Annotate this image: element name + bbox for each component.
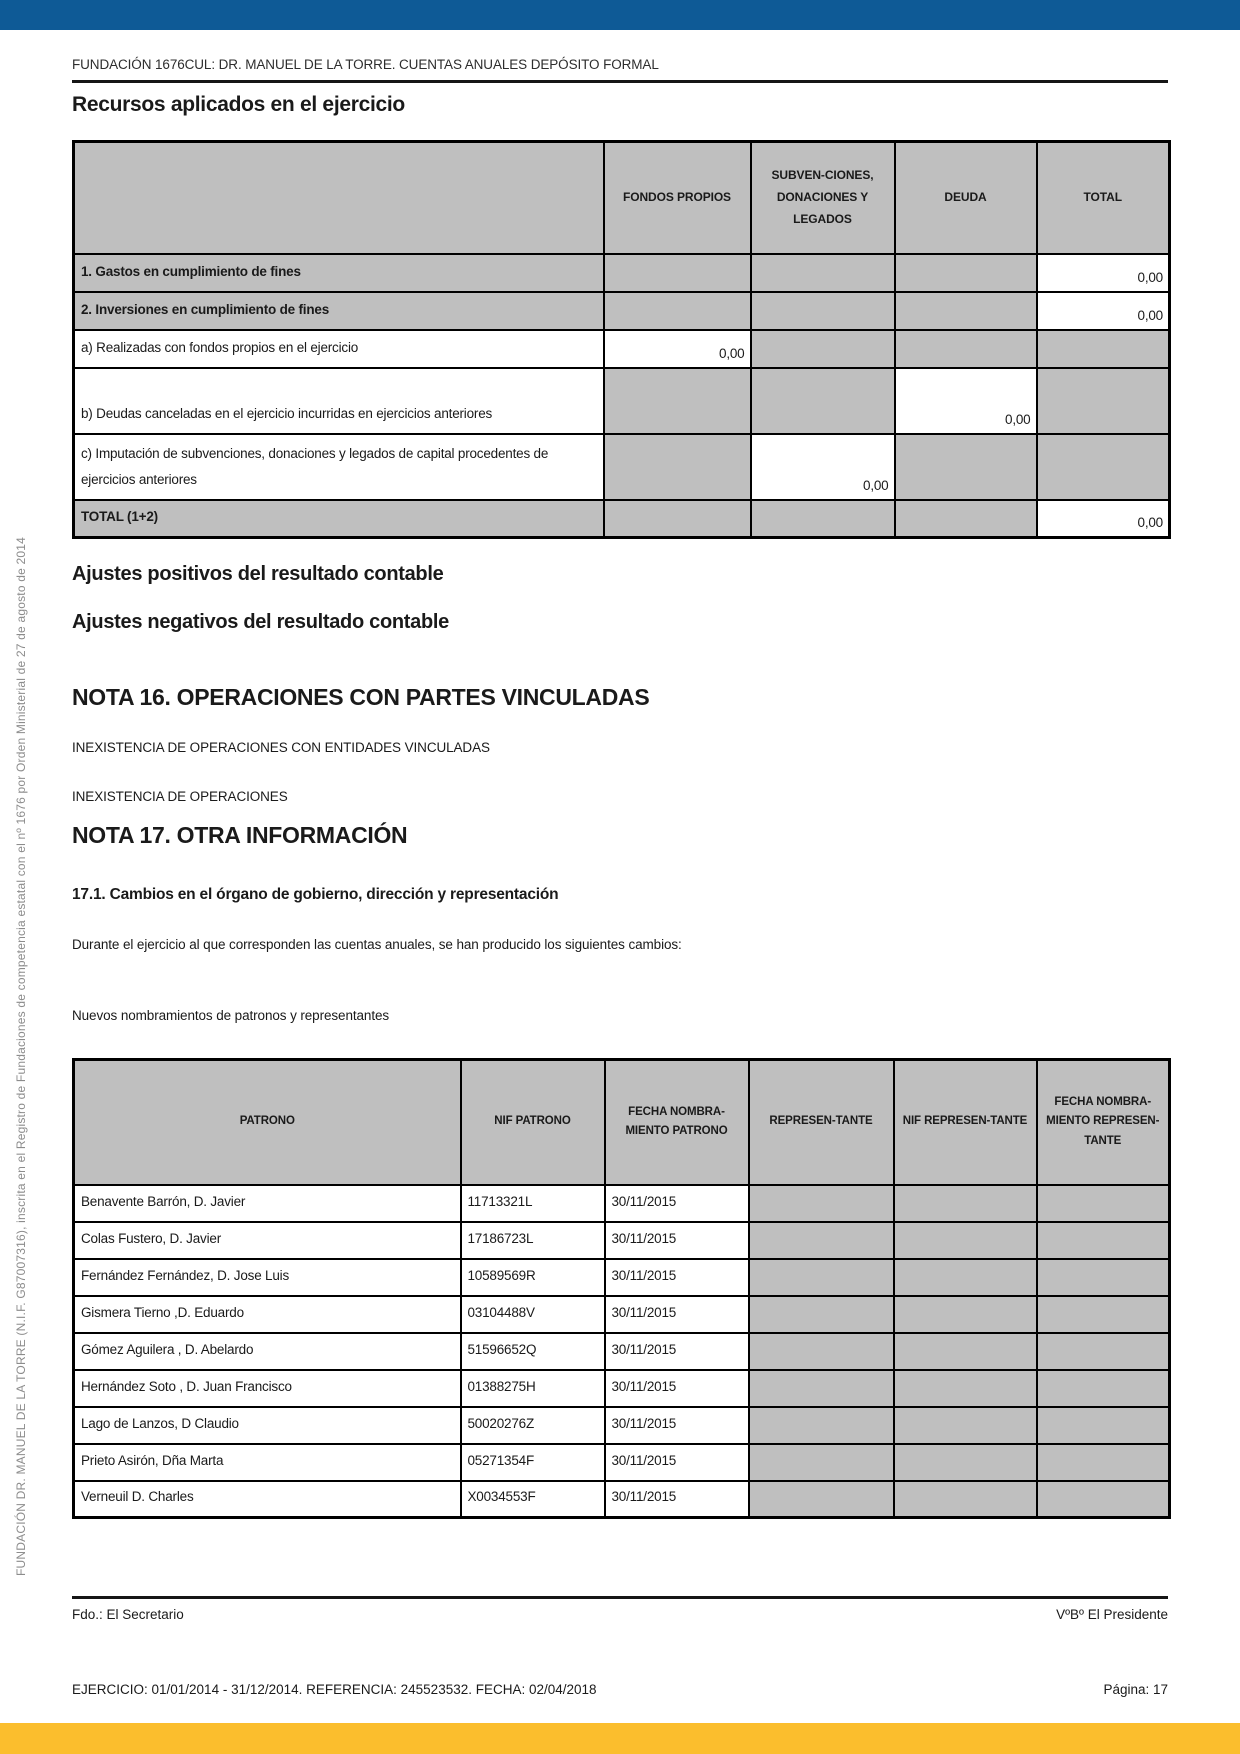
total-value: 0,00 bbox=[1037, 292, 1170, 330]
empty-cell bbox=[1037, 1222, 1170, 1259]
table-row bbox=[74, 292, 1170, 330]
heading-ajustes-positivos: Ajustes positivos del resultado contable bbox=[72, 563, 444, 585]
row-label: 2. Inversiones en cumplimiento de fines bbox=[74, 292, 604, 330]
header-cell-subvenciones: SUBVEN-CIONES, DONACIONES Y LEGADOS bbox=[751, 142, 895, 254]
empty-cell bbox=[604, 434, 751, 500]
row-label: 1. Gastos en cumplimiento de fines bbox=[74, 254, 604, 292]
empty-cell bbox=[895, 292, 1037, 330]
empty-cell bbox=[1037, 1481, 1170, 1518]
footer-rule bbox=[72, 1596, 1168, 1599]
patrono-row bbox=[74, 1333, 1170, 1370]
header-cell-fecha-nombramiento-patrono: FECHA NOMBRA-MIENTO PATRONO bbox=[605, 1060, 749, 1185]
patrono-nif: 01388275H bbox=[461, 1370, 605, 1407]
header-cell-total: TOTAL bbox=[1037, 142, 1170, 254]
heading-nota-16: NOTA 16. OPERACIONES CON PARTES VINCULADAS bbox=[72, 684, 650, 710]
patronos-table bbox=[72, 1058, 1171, 1519]
document-header: FUNDACIÓN 1676CUL: DR. MANUEL DE LA TORRE. CUENTAS ANUALES DEPÓSITO FORMAL bbox=[72, 57, 659, 72]
nota17-paragraph: Durante el ejercicio al que corresponden las cuentas anuales, se han producido los siguientes cambios: bbox=[72, 937, 682, 952]
patrono-nif: 05271354F bbox=[461, 1444, 605, 1481]
empty-cell bbox=[1037, 1185, 1170, 1222]
empty-cell bbox=[895, 254, 1037, 292]
empty-cell bbox=[1037, 1259, 1170, 1296]
empty-cell bbox=[1037, 1370, 1170, 1407]
empty-cell bbox=[749, 1333, 894, 1370]
patrono-fecha: 30/11/2015 bbox=[605, 1407, 749, 1444]
patrono-fecha: 30/11/2015 bbox=[605, 1333, 749, 1370]
empty-cell bbox=[894, 1259, 1037, 1296]
empty-cell bbox=[751, 500, 895, 538]
empty-cell bbox=[894, 1481, 1037, 1518]
patrono-name: Hernández Soto , D. Juan Francisco bbox=[74, 1370, 461, 1407]
empty-cell bbox=[749, 1407, 894, 1444]
patrono-name: Fernández Fernández, D. Jose Luis bbox=[74, 1259, 461, 1296]
patrono-row bbox=[74, 1370, 1170, 1407]
row-label: c) Imputación de subvenciones, donaciones y legados de capital procedentes de ejercicios anteriores bbox=[74, 434, 604, 500]
empty-cell bbox=[894, 1370, 1037, 1407]
header-cell-nif-patrono: NIF PATRONO bbox=[461, 1060, 605, 1185]
table-row bbox=[74, 434, 1170, 500]
patrono-fecha: 30/11/2015 bbox=[605, 1370, 749, 1407]
deuda-value: 0,00 bbox=[895, 368, 1037, 434]
fondos-value: 0,00 bbox=[604, 330, 751, 368]
empty-cell bbox=[894, 1185, 1037, 1222]
patrono-name: Verneuil D. Charles bbox=[74, 1481, 461, 1518]
header-cell-patrono: PATRONO bbox=[74, 1060, 461, 1185]
header-cell-fecha-nombramiento-representante: FECHA NOMBRA-MIENTO REPRESEN-TANTE bbox=[1037, 1060, 1170, 1185]
patrono-nif: X0034553F bbox=[461, 1481, 605, 1518]
subvenciones-value: 0,00 bbox=[751, 434, 895, 500]
patrono-name: Gismera Tierno ,D. Eduardo bbox=[74, 1296, 461, 1333]
signature-secretario: Fdo.: El Secretario bbox=[72, 1607, 184, 1622]
patrono-fecha: 30/11/2015 bbox=[605, 1222, 749, 1259]
table-row bbox=[74, 368, 1170, 434]
patrono-nif: 17186723L bbox=[461, 1222, 605, 1259]
empty-cell bbox=[1037, 1333, 1170, 1370]
empty-cell bbox=[751, 292, 895, 330]
empty-cell bbox=[1037, 434, 1170, 500]
patrono-nif: 10589569R bbox=[461, 1259, 605, 1296]
patrono-row bbox=[74, 1296, 1170, 1333]
empty-cell bbox=[604, 292, 751, 330]
empty-cell bbox=[894, 1333, 1037, 1370]
patrono-nif: 03104488V bbox=[461, 1296, 605, 1333]
empty-cell bbox=[895, 330, 1037, 368]
empty-cell bbox=[894, 1407, 1037, 1444]
empty-cell bbox=[895, 434, 1037, 500]
ejercicio-reference-line: EJERCICIO: 01/01/2014 - 31/12/2014. REFERENCIA: 245523532. FECHA: 02/04/2018 bbox=[72, 1682, 597, 1697]
patrono-name: Prieto Asirón, Dña Marta bbox=[74, 1444, 461, 1481]
empty-cell bbox=[894, 1444, 1037, 1481]
header-cell-empty bbox=[74, 142, 604, 254]
empty-cell bbox=[751, 368, 895, 434]
header-cell-deuda: DEUDA bbox=[895, 142, 1037, 254]
table-row bbox=[74, 254, 1170, 292]
patrono-fecha: 30/11/2015 bbox=[605, 1481, 749, 1518]
header-cell-representante: REPRESEN-TANTE bbox=[749, 1060, 894, 1185]
bottom-yellow-bar bbox=[0, 1723, 1240, 1754]
row-label: TOTAL (1+2) bbox=[74, 500, 604, 538]
empty-cell bbox=[749, 1444, 894, 1481]
page-number: Página: 17 bbox=[1103, 1682, 1168, 1697]
heading-ajustes-negativos: Ajustes negativos del resultado contable bbox=[72, 611, 449, 633]
empty-cell bbox=[1037, 368, 1170, 434]
patrono-name: Gómez Aguilera , D. Abelardo bbox=[74, 1333, 461, 1370]
empty-cell bbox=[749, 1259, 894, 1296]
empty-cell bbox=[749, 1370, 894, 1407]
patronos-table-header-row bbox=[74, 1060, 1170, 1185]
empty-cell bbox=[749, 1185, 894, 1222]
heading-nota-17: NOTA 17. OTRA INFORMACIÓN bbox=[72, 822, 408, 848]
patrono-fecha: 30/11/2015 bbox=[605, 1296, 749, 1333]
patrono-row bbox=[74, 1481, 1170, 1518]
side-registration-text: FUNDACIÓN DR. MANUEL DE LA TORRE (N.I.F. G87007316), inscrita en el Registro de Fundaciones de competencia estatal con el nº 1676 por Orden Ministerial de 27 de agosto de 2014 bbox=[14, 537, 28, 1576]
nota16-line-2: INEXISTENCIA DE OPERACIONES bbox=[72, 789, 288, 804]
empty-cell bbox=[604, 254, 751, 292]
patrono-name: Benavente Barrón, D. Javier bbox=[74, 1185, 461, 1222]
total-value: 0,00 bbox=[1037, 254, 1170, 292]
empty-cell bbox=[895, 500, 1037, 538]
patrono-nif: 50020276Z bbox=[461, 1407, 605, 1444]
recursos-table-header-row bbox=[74, 142, 1170, 254]
total-value: 0,00 bbox=[1037, 500, 1170, 538]
patrono-fecha: 30/11/2015 bbox=[605, 1185, 749, 1222]
empty-cell bbox=[751, 254, 895, 292]
patrono-name: Colas Fustero, D. Javier bbox=[74, 1222, 461, 1259]
empty-cell bbox=[1037, 1407, 1170, 1444]
patrono-fecha: 30/11/2015 bbox=[605, 1259, 749, 1296]
patrono-name: Lago de Lanzos, D Claudio bbox=[74, 1407, 461, 1444]
empty-cell bbox=[894, 1296, 1037, 1333]
nota16-line-1: INEXISTENCIA DE OPERACIONES CON ENTIDADES VINCULADAS bbox=[72, 740, 490, 755]
patrono-row bbox=[74, 1259, 1170, 1296]
patrono-fecha: 30/11/2015 bbox=[605, 1444, 749, 1481]
patrono-row bbox=[74, 1185, 1170, 1222]
row-label: b) Deudas canceladas en el ejercicio incurridas en ejercicios anteriores bbox=[74, 368, 604, 434]
patronos-table-caption: Nuevos nombramientos de patronos y representantes bbox=[72, 1008, 390, 1023]
header-rule bbox=[72, 80, 1168, 83]
empty-cell bbox=[1037, 1444, 1170, 1481]
empty-cell bbox=[749, 1296, 894, 1333]
table-row-total bbox=[74, 500, 1170, 538]
patrono-nif: 11713321L bbox=[461, 1185, 605, 1222]
header-cell-fondos-propios: FONDOS PROPIOS bbox=[604, 142, 751, 254]
top-blue-bar bbox=[0, 0, 1240, 30]
header-cell-nif-representante: NIF REPRESEN-TANTE bbox=[894, 1060, 1037, 1185]
empty-cell bbox=[749, 1481, 894, 1518]
heading-17-1: 17.1. Cambios en el órgano de gobierno, dirección y representación bbox=[72, 886, 559, 903]
patrono-row bbox=[74, 1407, 1170, 1444]
signature-presidente: VºBº El Presidente bbox=[1056, 1607, 1168, 1622]
empty-cell bbox=[604, 500, 751, 538]
empty-cell bbox=[1037, 330, 1170, 368]
empty-cell bbox=[604, 368, 751, 434]
section-title-recursos: Recursos aplicados en el ejercicio bbox=[72, 93, 405, 116]
empty-cell bbox=[1037, 1296, 1170, 1333]
row-label: a) Realizadas con fondos propios en el ejercicio bbox=[74, 330, 604, 368]
patrono-nif: 51596652Q bbox=[461, 1333, 605, 1370]
empty-cell bbox=[749, 1222, 894, 1259]
empty-cell bbox=[894, 1222, 1037, 1259]
patrono-row bbox=[74, 1222, 1170, 1259]
patrono-row bbox=[74, 1444, 1170, 1481]
empty-cell bbox=[751, 330, 895, 368]
table-row bbox=[74, 330, 1170, 368]
recursos-table bbox=[72, 140, 1171, 539]
